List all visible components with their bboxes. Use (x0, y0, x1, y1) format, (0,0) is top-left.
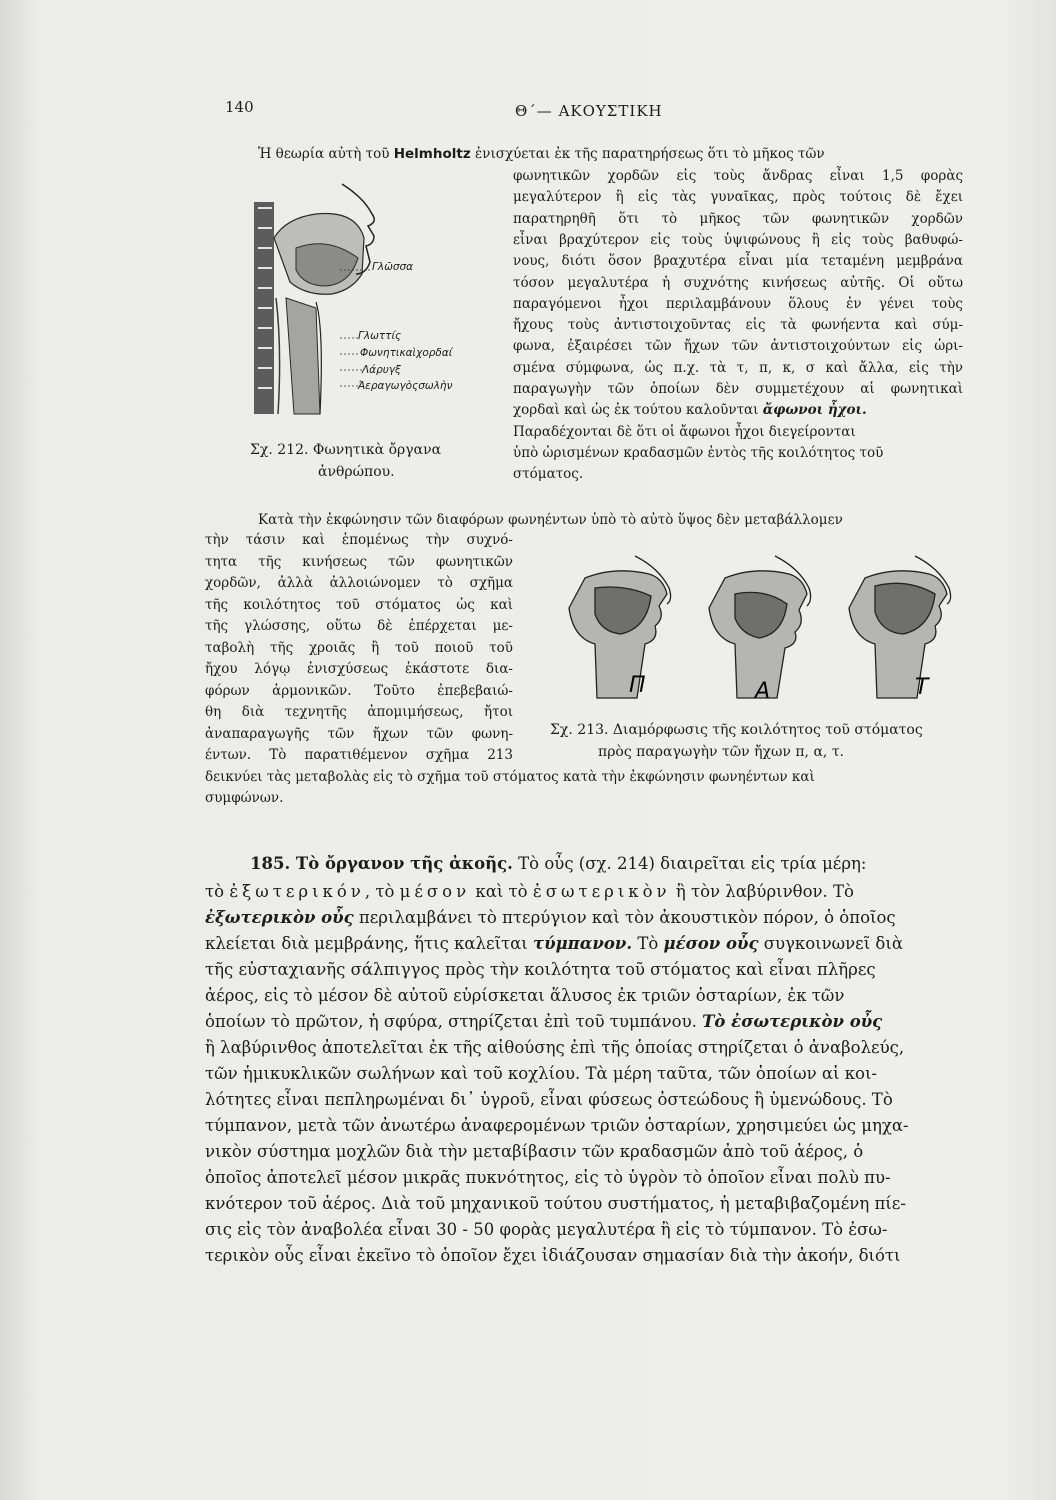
para1-line: παραγωγὴν τῶν ὁποίων δὲν συμμετέχουν αἱ φωνητικαὶ (513, 381, 963, 397)
section-185-line: ἢ λαβύρινθος ἀποτελεῖται ἐκ τῆς αἰθούσης ἐπὶ τῆς ὁποίας στηρίζεται ὁ ἀναβολεύς, (205, 1038, 905, 1057)
para1-line-aphonic (513, 400, 963, 420)
para1-line: Παραδέχονται δὲ ὅτι οἱ ἄφωνοι ἦχοι διεγείρονται (513, 423, 856, 440)
para2-line: τῆς κοιλότητος τοῦ στόματος ὡς καὶ (205, 596, 513, 613)
panel-a-mouth (709, 556, 811, 698)
section-185-line-3 (205, 906, 962, 930)
para1-line: σμένα σύμφωνα, ὡς π.χ. τὰ τ, π, κ, σ καὶ ἄλλα, εἰς τὴν (513, 359, 963, 376)
panel-t-mouth (849, 556, 951, 698)
spaced-middle: μέσον (399, 882, 471, 901)
term-inner-ear: Τὸ ἐσωτερικὸν οὖς (702, 1012, 883, 1031)
para1-line: παρατηρηθῆ ὅτι τὸ μῆκος τῶν φωνητικῶν χορδῶν (513, 210, 963, 227)
term-middle-ear: μέσον οὖς (663, 934, 759, 953)
figure-212-leader-lines (340, 262, 380, 398)
figure-212-caption-2: ἀνθρώπου. (318, 464, 395, 480)
para2-line: ἀναπαραγωγῆς τῶν ἤχων τῶν φωνη- (205, 725, 513, 742)
para2-line: Κατὰ τὴν ἐκφώνησιν τῶν διαφόρων φωνηέντων ὑπὸ τὸ αὐτὸ ὕψος δὲν μεταβάλλομεν (258, 512, 843, 528)
section-185-line: κνότερον τοῦ ἀέρος. Διὰ τοῦ μηχανικοῦ τούτου συστήματος, ἡ μεταβιβαζομένη πίε- (205, 1194, 906, 1213)
s185-text: τὸ (205, 882, 230, 901)
para1-line: εἶναι βραχύτερον εἰς τοὺς ὑψιφώνους ἢ εἰς τοὺς βαθυφώ- (513, 231, 963, 248)
para1-line: τόσον μεγαλυτέρα ἡ συχνότης κινήσεως αὐτῆς. Οἱ οὕτω (513, 274, 963, 291)
section-185-line: λότητες εἶναι πεπληρωμέναι δι᾿ ὑγροῦ, εἶναι φύσεως ὀστεώδους ἢ ὑμενώδους. Τὸ (205, 1090, 893, 1109)
para2-line: θη διὰ τεχνητῆς ἀπομιμήσεως, ἤτοι (205, 704, 513, 720)
running-header: Θ΄— ΑΚΟΥΣΤΙΚΗ (515, 102, 663, 120)
para1-text: Ἡ θεωρία αὐτὴ τοῦ (258, 146, 394, 162)
spaced-inner: ἐσωτερικὸν (532, 882, 671, 901)
para2-line: χορδῶν, ἀλλὰ ἀλλοιώνομεν τὸ σχῆμα (205, 575, 513, 591)
para1-line: ὑπὸ ὡρισμένων κραδασμῶν ἐντὸς τῆς κοιλότητος τοῦ (513, 444, 884, 461)
para1-line: μεγαλύτερον ἢ εἰς τὰς γυναῖκας, πρὸς τούτοις δὲ ἔχει (513, 189, 963, 206)
section-185-heading: 185. Τὸ ὄργανον τῆς ἀκοῆς. (250, 854, 513, 873)
para2-line: ταβολὴ τῆς χροιᾶς ἢ τοῦ ποιοῦ τοῦ (205, 639, 513, 656)
para1-line-1 (258, 144, 962, 164)
s185-text: Τὸ (632, 934, 664, 953)
label-vocal-cords: Φωνητικαὶχορδαί (360, 347, 453, 359)
para1-line: φωνητικῶν χορδῶν εἰς τοὺς ἄνδρας εἶναι 1,5 φορὰς (513, 168, 963, 184)
figure-213-mouth-shapes (555, 548, 975, 708)
figure-213-caption-2: πρὸς παραγωγὴν τῶν ἤχων π, α, τ. (598, 744, 845, 760)
section-185-line: τερικὸν οὖς εἶναι ἐκεῖνο τὸ ὁποῖον ἔχει ἰδιάζουσαν σημασίαν διὰ τὴν ἀκοήν, διότι (205, 1246, 901, 1265)
helmholtz-name: Helmholtz (393, 146, 471, 162)
section-185-line: νικὸν σύστημα μοχλῶν διὰ τὴν μεταβίβασιν τῶν κραδασμῶν ἀπὸ τοῦ ἀέρος, ὁ (205, 1142, 864, 1161)
s185-text: κλείεται διὰ μεμβράνης, ἥτις καλεῖται (205, 934, 534, 953)
para1-line: νους, διότι ὅσον βραχυτέρα εἶναι μία τεταμένη μεμβράνα (513, 253, 963, 270)
figure-213-caption-1: Σχ. 213. Διαμόρφωσις τῆς κοιλότητος τοῦ στόματος (550, 722, 923, 738)
para1-line: παραγόμενοι ἦχοι περιλαμβάνουν ὅλους ἐν γένει τοὺς (513, 295, 963, 312)
page-number: 140 (225, 98, 254, 116)
section-185-line-6: ἀέρος, εἰς τὸ μέσον δὲ αὐτοῦ εὑρίσκεται ἅλυσος ἐκ τριῶν ὀσταρίων, ἐκ τῶν (205, 986, 845, 1005)
panel-letter-p: Π (629, 673, 646, 698)
para1-text: χορδαὶ καὶ ὡς ἐκ τούτου καλοῦνται (513, 402, 763, 419)
s185-text: ἢ τὸν λαβύρινθον. Τὸ (670, 882, 854, 901)
panel-letter-a: Α (755, 679, 771, 704)
para1-text: ἐνισχύεται ἐκ τῆς παρατηρήσεως ὅτι τὸ μῆκος τῶν (470, 146, 825, 162)
label-trachea: Ἀεραγωγὸςσωλὴν (358, 380, 453, 392)
section-185-line: σις εἰς τὸν ἀναβολέα εἶναι 30 - 50 φορὰς μεγαλυτέρα ἢ εἰς τὸ τύμπανον. Τὸ ἐσω- (205, 1220, 888, 1239)
section-185-line: τύμπανον, μετὰ τῶν ἀνωτέρω ἀναφερομένων τριῶν ὀσταρίων, χρησιμεύει ὡς μηχα- (205, 1116, 909, 1135)
para2-line: συμφώνων. (205, 790, 284, 806)
para2-line: τητα τῆς κινήσεως τῶν φωνητικῶν (205, 553, 513, 570)
s185-text: ὁποίων τὸ πρῶτον, ἡ σφύρα, στηρίζεται ἐπὶ τοῦ τυμπάνου. (205, 1012, 703, 1031)
section-185-line: ὁποῖος ἀποτελεῖ μέσον μικρᾶς πυκνότητος, εἰς τὸ ὑγρὸν τὸ ὁποῖον εἶναι πολὺ πυ- (205, 1168, 891, 1187)
para2-line: τῆς γλώσσης, οὕτω δὲ ἐπέρχεται με- (205, 618, 513, 634)
section-185-line-4 (205, 932, 962, 956)
spaced-external: ἐξωτερικόν (229, 882, 365, 901)
label-glottis: Γλωττίς (358, 330, 402, 342)
term-outer-ear: ἐξωτερικὸν οὖς (205, 908, 354, 927)
para1-line: φωνα, ἐξαιρέσει τῶν ἤχων τῶν ἀντιστοιχούντων εἰς ὡρι- (513, 338, 963, 355)
para1-line: στόματος. (513, 466, 584, 483)
term-aphonic-sounds: ἄφωνοι ἦχοι. (762, 402, 867, 419)
section-185-line-5: τῆς εὐσταχιανῆς σάλπιγγος πρὸς τὴν κοιλότητα τοῦ στόματος καὶ εἶναι πλῆρες (205, 960, 876, 979)
s185-text: περιλαμβάνει τὸ πτερύγιον καὶ τὸν ἀκουστικὸν πόρον, ὁ ὁποῖος (353, 908, 896, 927)
section-185-line-2 (205, 880, 962, 904)
section-185-line: τῶν ἡμικυκλικῶν σωλήνων καὶ τοῦ κοχλίου. Τὰ μέρη ταῦτα, τῶν ὁποίων αἱ κοι- (205, 1064, 877, 1083)
section-185-heading-line (250, 852, 962, 876)
para2-line: ἤχου λόγῳ ἐνισχύσεως ἑκάστοτε δια- (205, 661, 513, 677)
section-185-line-7 (205, 1010, 962, 1034)
panel-letter-t: Τ (915, 675, 929, 700)
figure-212-caption-1: Σχ. 212. Φωνητικὰ ὄργανα (250, 442, 442, 458)
term-tympanum: τύμπανον. (533, 934, 633, 953)
label-tongue: Γλῶσσα (372, 261, 414, 273)
s185-text: καὶ τὸ (470, 882, 533, 901)
s185-text: συγκοινωνεῖ διὰ (758, 934, 903, 953)
panel-p-mouth (569, 556, 671, 698)
label-larynx: Λάρυγξ (362, 364, 401, 376)
para2-line: φόρων ἁρμονικῶν. Τοῦτο ἐπεβεβαιώ- (205, 682, 513, 699)
para2-line: δεικνύει τὰς μεταβολὰς εἰς τὸ σχῆμα τοῦ στόματος κατὰ τὴν ἐκφώνησιν φωνηέντων καὶ (205, 768, 815, 785)
para2-line: έντων. Τὸ παρατιθέμενον σχῆμα 213 (205, 747, 513, 763)
section-185-text: Τὸ οὖς (σχ. 214) διαιρεῖται εἰς τρία μέρη: (512, 854, 867, 873)
para2-line: τὴν τάσιν καὶ ἑπομένως τὴν συχνό- (205, 532, 513, 548)
para1-line: ἤχους τοὺς ἀντιστοιχοῦντας εἰς τὰ φωνήεντα καὶ σύμ- (513, 317, 963, 334)
s185-text: , τὸ (364, 882, 400, 901)
